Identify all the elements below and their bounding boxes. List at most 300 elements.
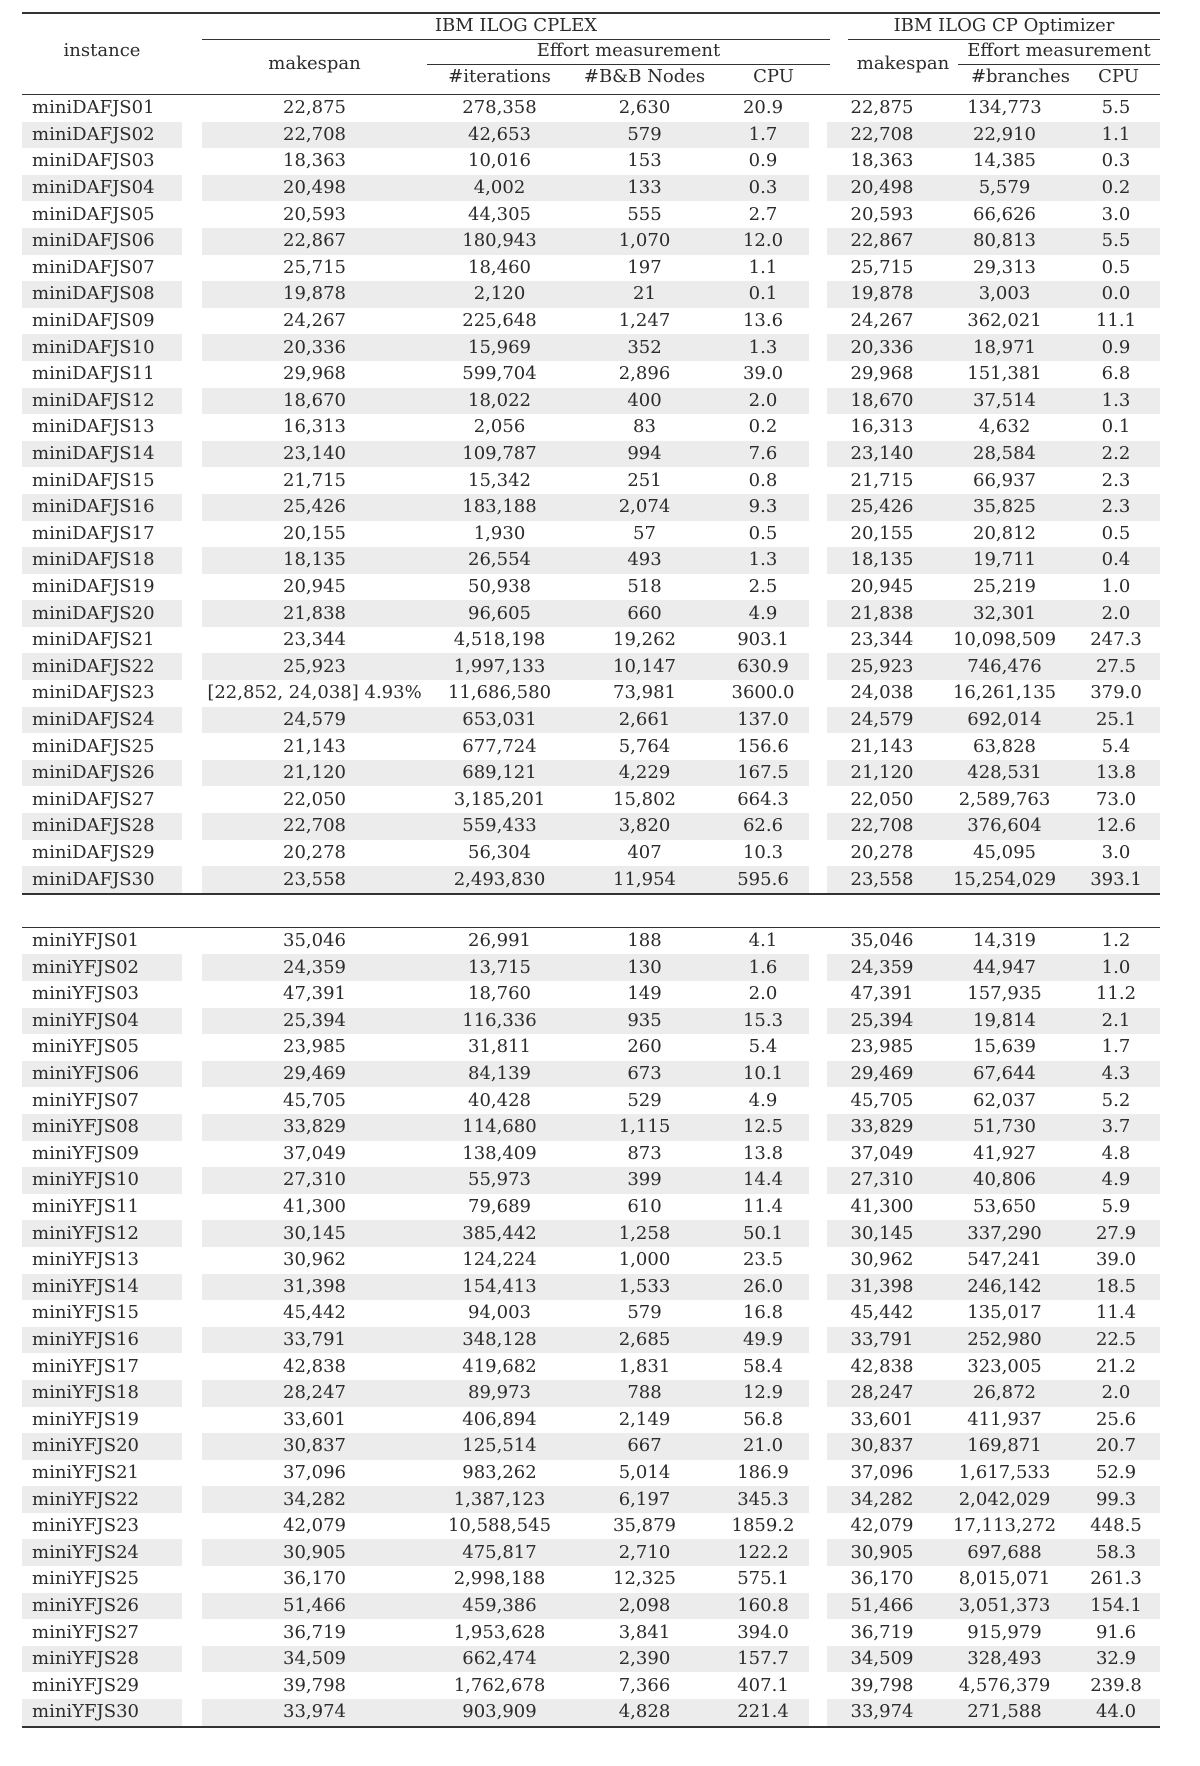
cell-bb-nodes: 1,247 bbox=[618, 310, 671, 332]
cell-instance: miniYFJS06 bbox=[22, 1061, 182, 1088]
cell-cplex-cpu: 186.9 bbox=[737, 1461, 789, 1483]
column-gap bbox=[182, 1034, 202, 1061]
cell-cplex-cpu: 26.0 bbox=[717, 1274, 809, 1301]
cell-bb-nodes: 2,685 bbox=[572, 1327, 717, 1354]
cell-cp-cpu: 91.6 bbox=[1095, 1621, 1137, 1643]
cell-cp-cpu: 2.0 bbox=[1072, 1380, 1160, 1407]
cell-branches: 40,806 bbox=[937, 1167, 1072, 1194]
cell-instance: miniYFJS15 bbox=[32, 1302, 139, 1324]
cell-cplex-cpu: 903.1 bbox=[737, 629, 789, 651]
column-gap bbox=[182, 1433, 202, 1460]
cell-cp-cpu: 4.8 bbox=[1101, 1142, 1131, 1164]
column-gap bbox=[809, 494, 827, 521]
table-row bbox=[22, 1087, 1160, 1114]
table-row bbox=[22, 95, 1160, 122]
column-gap bbox=[182, 866, 202, 893]
table-row bbox=[22, 148, 1160, 175]
cell-cp-cpu: 154.1 bbox=[1072, 1593, 1160, 1620]
cell-cplex-cpu: 1.7 bbox=[717, 122, 809, 149]
column-gap bbox=[809, 866, 827, 893]
cell-cp-cpu: 5.9 bbox=[1101, 1196, 1131, 1218]
column-gap bbox=[182, 1327, 202, 1354]
cell-cp-cpu: 25.1 bbox=[1072, 707, 1160, 734]
cell-branches: 246,142 bbox=[937, 1274, 1072, 1301]
cell-cp-makespan: 25,394 bbox=[827, 1008, 937, 1035]
cell-iterations: 15,342 bbox=[468, 469, 531, 491]
cell-branches: 547,241 bbox=[967, 1249, 1042, 1271]
cell-iterations: 3,185,201 bbox=[453, 788, 546, 810]
cell-cp-makespan: 25,923 bbox=[827, 653, 937, 680]
table-row bbox=[22, 927, 1160, 954]
cell-cp-makespan: 20,593 bbox=[850, 203, 914, 225]
cell-branches: 1,617,533 bbox=[958, 1461, 1051, 1483]
cell-branches: 66,626 bbox=[973, 203, 1036, 225]
column-gap bbox=[182, 1194, 202, 1221]
cell-bb-nodes: 2,630 bbox=[618, 97, 671, 119]
cell-bb-nodes: 555 bbox=[627, 203, 662, 225]
table-row bbox=[22, 653, 1160, 680]
column-gap bbox=[182, 95, 202, 122]
cell-cplex-cpu: 4.9 bbox=[748, 1089, 778, 1111]
cell-bb-nodes: 2,661 bbox=[572, 707, 717, 734]
cell-cp-makespan: 16,313 bbox=[850, 416, 914, 438]
cell-iterations: 89,973 bbox=[427, 1380, 572, 1407]
cell-iterations: 26,991 bbox=[468, 930, 531, 952]
cell-cplex-cpu: 157.7 bbox=[717, 1646, 809, 1673]
cell-cplex-cpu: 39.0 bbox=[742, 363, 784, 385]
column-gap bbox=[182, 1460, 202, 1487]
cell-bb-nodes: 4,828 bbox=[572, 1699, 717, 1727]
column-gap bbox=[182, 1087, 202, 1114]
cell-cp-cpu: 5.5 bbox=[1101, 97, 1131, 119]
cell-bb-nodes: 1,533 bbox=[572, 1274, 717, 1301]
cell-cp-makespan: 20,498 bbox=[827, 175, 937, 202]
column-gap bbox=[809, 600, 827, 627]
cell-cplex-makespan: 19,878 bbox=[202, 281, 427, 308]
cell-cp-makespan: 31,398 bbox=[827, 1274, 937, 1301]
cell-bb-nodes: 1,070 bbox=[572, 228, 717, 255]
cell-iterations: 44,305 bbox=[468, 203, 531, 225]
cell-cplex-cpu: 16.8 bbox=[742, 1302, 784, 1324]
cell-bb-nodes: 399 bbox=[572, 1167, 717, 1194]
cell-bb-nodes: 35,879 bbox=[613, 1515, 676, 1537]
cell-bb-nodes: 197 bbox=[627, 256, 662, 278]
cell-cp-cpu: 21.2 bbox=[1095, 1355, 1137, 1377]
cell-cp-cpu: 25.6 bbox=[1095, 1408, 1137, 1430]
cell-iterations: 475,817 bbox=[427, 1539, 572, 1566]
column-gap bbox=[182, 574, 202, 601]
cell-cplex-makespan: 20,593 bbox=[283, 203, 346, 225]
cell-cplex-makespan: 25,923 bbox=[202, 653, 427, 680]
cell-cplex-cpu: 50.1 bbox=[717, 1220, 809, 1247]
cell-instance: miniYFJS04 bbox=[22, 1008, 182, 1035]
cell-cplex-cpu: 122.2 bbox=[717, 1539, 809, 1566]
cell-bb-nodes: 400 bbox=[572, 388, 717, 415]
column-gap bbox=[809, 1486, 827, 1513]
cell-branches: 323,005 bbox=[967, 1355, 1042, 1377]
cell-bb-nodes: 493 bbox=[572, 547, 717, 574]
cell-branches: 41,927 bbox=[973, 1142, 1036, 1164]
cell-cp-makespan: 30,962 bbox=[850, 1249, 914, 1271]
cell-cp-makespan: 20,336 bbox=[827, 334, 937, 361]
table-row bbox=[22, 1539, 1160, 1566]
cell-instance: miniYFJS10 bbox=[22, 1167, 182, 1194]
cell-cplex-makespan: 45,705 bbox=[283, 1089, 346, 1111]
cell-instance: miniDAFJS18 bbox=[22, 547, 182, 574]
cell-bb-nodes: 1,258 bbox=[572, 1220, 717, 1247]
cell-cplex-makespan: 27,310 bbox=[202, 1167, 427, 1194]
cell-cplex-cpu: 1.3 bbox=[717, 547, 809, 574]
cell-iterations: 18,022 bbox=[427, 388, 572, 415]
cell-instance: miniYFJS12 bbox=[22, 1220, 182, 1247]
cell-cplex-makespan: 21,715 bbox=[283, 469, 346, 491]
cell-iterations: 903,909 bbox=[427, 1699, 572, 1727]
cell-branches: 134,773 bbox=[967, 97, 1042, 119]
table-row bbox=[22, 1220, 1160, 1247]
cell-cp-makespan: 27,310 bbox=[827, 1167, 937, 1194]
cell-cp-cpu: 2.3 bbox=[1101, 469, 1131, 491]
cell-bb-nodes: 5,764 bbox=[618, 735, 671, 757]
column-gap bbox=[809, 1433, 827, 1460]
cell-iterations: 55,973 bbox=[427, 1167, 572, 1194]
cell-cp-makespan: 23,558 bbox=[827, 866, 937, 893]
cell-bb-nodes: 153 bbox=[627, 150, 662, 172]
cell-bb-nodes: 2,149 bbox=[618, 1408, 671, 1430]
cell-cp-makespan: 42,838 bbox=[850, 1355, 914, 1377]
column-gap bbox=[182, 840, 202, 867]
cell-cp-cpu: 0.3 bbox=[1101, 150, 1131, 172]
column-gap bbox=[809, 1327, 827, 1354]
cell-branches: 19,814 bbox=[937, 1008, 1072, 1035]
cell-bb-nodes: 2,710 bbox=[572, 1539, 717, 1566]
cell-branches: 17,113,272 bbox=[952, 1515, 1057, 1537]
cell-cplex-makespan: 22,867 bbox=[202, 228, 427, 255]
cell-instance: miniDAFJS12 bbox=[22, 388, 182, 415]
column-gap bbox=[182, 441, 202, 468]
cell-instance: miniDAFJS06 bbox=[22, 228, 182, 255]
cell-cplex-makespan: 18,135 bbox=[202, 547, 427, 574]
cell-cp-makespan: 22,708 bbox=[827, 122, 937, 149]
cell-bb-nodes: 579 bbox=[627, 1302, 662, 1324]
cell-cp-makespan: 45,442 bbox=[850, 1302, 914, 1324]
cell-instance: miniDAFJS22 bbox=[22, 653, 182, 680]
cell-iterations: 2,120 bbox=[427, 281, 572, 308]
column-gap bbox=[809, 1619, 827, 1646]
table-row bbox=[22, 733, 1160, 760]
cell-cp-makespan: 34,509 bbox=[827, 1646, 937, 1673]
cell-iterations: 677,724 bbox=[462, 735, 537, 757]
cell-cplex-makespan: 25,426 bbox=[202, 494, 427, 521]
cell-branches: 16,261,135 bbox=[952, 682, 1057, 704]
cell-bb-nodes: 994 bbox=[572, 441, 717, 468]
cell-cp-cpu: 379.0 bbox=[1090, 682, 1142, 704]
cell-cplex-makespan: 30,905 bbox=[202, 1539, 427, 1566]
cell-cp-cpu: 1.3 bbox=[1072, 388, 1160, 415]
cell-iterations: 42,653 bbox=[427, 122, 572, 149]
table-row bbox=[22, 122, 1160, 149]
cell-cplex-makespan: 20,498 bbox=[202, 175, 427, 202]
column-gap bbox=[809, 574, 827, 601]
cell-cp-makespan: 18,363 bbox=[850, 150, 914, 172]
column-gap bbox=[182, 1486, 202, 1513]
cell-cp-makespan: 34,282 bbox=[827, 1486, 937, 1513]
header-bb-nodes: #B&B Nodes bbox=[583, 66, 706, 87]
cell-cplex-cpu: 664.3 bbox=[737, 788, 789, 810]
table-row bbox=[22, 1513, 1160, 1540]
header-cp-cpu: CPU bbox=[1098, 66, 1139, 87]
table-row bbox=[22, 1061, 1160, 1088]
cell-cp-makespan: 33,791 bbox=[827, 1327, 937, 1354]
cell-bb-nodes: 1,000 bbox=[618, 1249, 671, 1271]
table-row bbox=[22, 175, 1160, 202]
cell-cplex-cpu: 14.4 bbox=[717, 1167, 809, 1194]
column-gap bbox=[182, 1220, 202, 1247]
column-gap bbox=[809, 1593, 827, 1620]
column-gap bbox=[809, 414, 827, 441]
cell-cp-makespan: 33,974 bbox=[827, 1699, 937, 1727]
cell-cplex-makespan: 22,708 bbox=[202, 813, 427, 840]
column-gap bbox=[182, 653, 202, 680]
cell-cp-makespan: 33,829 bbox=[827, 1114, 937, 1141]
cell-cp-makespan: 30,837 bbox=[827, 1433, 937, 1460]
cell-instance: miniDAFJS11 bbox=[32, 363, 155, 385]
cell-cplex-cpu: 58.4 bbox=[742, 1355, 784, 1377]
cell-iterations: 2,493,830 bbox=[427, 866, 572, 893]
column-gap bbox=[182, 1008, 202, 1035]
cell-cplex-makespan: 45,442 bbox=[283, 1302, 346, 1324]
cell-branches: 66,937 bbox=[973, 469, 1036, 491]
cell-cp-cpu: 2.2 bbox=[1072, 441, 1160, 468]
cell-instance: miniYFJS02 bbox=[22, 954, 182, 981]
cell-branches: 376,604 bbox=[937, 813, 1072, 840]
cell-bb-nodes: 73,981 bbox=[613, 682, 676, 704]
cell-iterations: 983,262 bbox=[462, 1461, 537, 1483]
column-gap bbox=[809, 1513, 827, 1540]
cell-cp-makespan: 19,878 bbox=[827, 281, 937, 308]
cell-cplex-cpu: 10.1 bbox=[717, 1061, 809, 1088]
cell-cp-cpu: 20.7 bbox=[1072, 1433, 1160, 1460]
cell-cplex-makespan: 33,601 bbox=[283, 1408, 346, 1430]
cell-cplex-cpu: 1.6 bbox=[717, 954, 809, 981]
table-row bbox=[22, 467, 1160, 494]
cell-branches: 28,584 bbox=[937, 441, 1072, 468]
cell-cplex-makespan: 39,798 bbox=[283, 1674, 346, 1696]
column-gap bbox=[809, 760, 827, 787]
column-gap bbox=[809, 680, 827, 707]
cell-cplex-cpu: 0.9 bbox=[748, 150, 778, 172]
cell-cp-cpu: 6.8 bbox=[1101, 363, 1131, 385]
cell-cplex-cpu: 595.6 bbox=[717, 866, 809, 893]
cell-instance: miniYFJS23 bbox=[32, 1515, 139, 1537]
cell-bb-nodes: 352 bbox=[572, 334, 717, 361]
cell-instance: miniYFJS28 bbox=[22, 1646, 182, 1673]
cell-branches: 692,014 bbox=[937, 707, 1072, 734]
cell-cplex-makespan: 18,363 bbox=[283, 150, 346, 172]
column-gap bbox=[182, 281, 202, 308]
cell-cp-makespan: 37,049 bbox=[850, 1142, 914, 1164]
column-gap bbox=[809, 467, 827, 494]
column-gap bbox=[182, 494, 202, 521]
yfjs-section bbox=[22, 927, 1160, 1728]
cell-iterations: 15,969 bbox=[427, 334, 572, 361]
cell-iterations: 419,682 bbox=[462, 1355, 537, 1377]
table-row bbox=[22, 1672, 1160, 1699]
cell-cplex-makespan: 30,962 bbox=[283, 1249, 346, 1271]
cell-cp-cpu: 12.6 bbox=[1072, 813, 1160, 840]
cell-cplex-cpu: 12.5 bbox=[717, 1114, 809, 1141]
column-gap bbox=[809, 786, 827, 813]
cell-branches: 2,042,029 bbox=[937, 1486, 1072, 1513]
table-row bbox=[22, 1274, 1160, 1301]
cell-cp-makespan: 21,838 bbox=[827, 600, 937, 627]
cell-cplex-makespan: 18,670 bbox=[202, 388, 427, 415]
cell-cplex-cpu: 167.5 bbox=[717, 760, 809, 787]
cell-branches: 328,493 bbox=[937, 1646, 1072, 1673]
cell-cplex-cpu: 575.1 bbox=[737, 1568, 789, 1590]
cell-cp-makespan: 41,300 bbox=[850, 1196, 914, 1218]
cell-iterations: 1,930 bbox=[473, 522, 526, 544]
cell-iterations: 84,139 bbox=[427, 1061, 572, 1088]
cell-cplex-makespan: 29,968 bbox=[283, 363, 346, 385]
table-header bbox=[22, 12, 1160, 95]
cell-iterations: 4,518,198 bbox=[453, 629, 546, 651]
cell-cplex-cpu: 221.4 bbox=[717, 1699, 809, 1727]
cell-cplex-makespan: 24,267 bbox=[283, 310, 346, 332]
cell-cplex-makespan: 34,282 bbox=[202, 1486, 427, 1513]
cell-branches: 45,095 bbox=[973, 841, 1036, 863]
column-gap bbox=[809, 122, 827, 149]
cell-iterations: 662,474 bbox=[427, 1646, 572, 1673]
column-gap bbox=[182, 1539, 202, 1566]
cell-instance: miniYFJS30 bbox=[22, 1699, 182, 1727]
cell-iterations: 183,188 bbox=[427, 494, 572, 521]
column-gap bbox=[809, 954, 827, 981]
cell-cplex-cpu: 3600.0 bbox=[731, 682, 795, 704]
table-row bbox=[22, 1566, 1160, 1593]
cell-cplex-makespan: 33,974 bbox=[202, 1699, 427, 1727]
cell-cplex-cpu: 1859.2 bbox=[731, 1515, 795, 1537]
cell-branches: 746,476 bbox=[937, 653, 1072, 680]
cell-cplex-cpu: 21.0 bbox=[717, 1433, 809, 1460]
column-gap bbox=[809, 627, 827, 654]
cell-iterations: 114,680 bbox=[427, 1114, 572, 1141]
cell-cp-cpu: 2.1 bbox=[1072, 1008, 1160, 1035]
column-gap bbox=[182, 1566, 202, 1593]
column-gap bbox=[809, 521, 827, 548]
column-gap bbox=[809, 927, 827, 954]
cell-cplex-makespan: 21,120 bbox=[202, 760, 427, 787]
column-gap bbox=[809, 733, 827, 760]
column-gap bbox=[182, 1114, 202, 1141]
cell-cplex-makespan: 23,558 bbox=[202, 866, 427, 893]
table-row bbox=[22, 494, 1160, 521]
cell-instance: miniDAFJS28 bbox=[22, 813, 182, 840]
cell-bb-nodes: 12,325 bbox=[613, 1568, 676, 1590]
cell-cplex-cpu: 11.4 bbox=[742, 1196, 784, 1218]
cell-instance: miniYFJS03 bbox=[32, 983, 139, 1005]
column-gap bbox=[809, 1141, 827, 1168]
cell-iterations: 125,514 bbox=[427, 1433, 572, 1460]
cell-cplex-makespan: 37,049 bbox=[283, 1142, 346, 1164]
cell-instance: miniDAFJS29 bbox=[32, 841, 155, 863]
cell-iterations: 154,413 bbox=[427, 1274, 572, 1301]
column-gap bbox=[809, 201, 827, 228]
cell-cplex-cpu: 4.1 bbox=[748, 930, 778, 952]
cell-cplex-makespan: [22,852, 24,038] 4.93% bbox=[207, 682, 422, 704]
cell-cplex-cpu: 4.9 bbox=[717, 600, 809, 627]
table-row bbox=[22, 441, 1160, 468]
column-gap bbox=[182, 680, 202, 707]
cell-cplex-cpu: 10.3 bbox=[742, 841, 784, 863]
cell-bb-nodes: 579 bbox=[572, 122, 717, 149]
cell-cp-makespan: 30,905 bbox=[827, 1539, 937, 1566]
cell-bb-nodes: 407 bbox=[627, 841, 662, 863]
cell-bb-nodes: 4,229 bbox=[572, 760, 717, 787]
cell-instance: miniDAFJS04 bbox=[22, 175, 182, 202]
header-cp-makespan: makespan bbox=[856, 53, 950, 74]
column-gap bbox=[182, 521, 202, 548]
cell-iterations: 18,760 bbox=[468, 983, 531, 1005]
cell-instance: miniYFJS11 bbox=[32, 1196, 139, 1218]
header-branches: #branches bbox=[970, 66, 1071, 87]
cell-cp-makespan: 24,267 bbox=[850, 310, 914, 332]
cell-instance: miniDAFJS05 bbox=[32, 203, 155, 225]
cell-cplex-makespan: 24,579 bbox=[202, 707, 427, 734]
cell-cp-cpu: 5.2 bbox=[1101, 1089, 1131, 1111]
cell-iterations: 4,002 bbox=[427, 175, 572, 202]
column-gap bbox=[182, 627, 202, 654]
cell-bb-nodes: 2,896 bbox=[618, 363, 671, 385]
cell-cplex-cpu: 12.9 bbox=[717, 1380, 809, 1407]
table-row bbox=[22, 1167, 1160, 1194]
cell-instance: miniYFJS09 bbox=[32, 1142, 139, 1164]
cell-bb-nodes: 15,802 bbox=[613, 788, 676, 810]
column-gap bbox=[809, 1247, 827, 1274]
cell-cplex-cpu: 13.6 bbox=[742, 310, 784, 332]
table-row bbox=[22, 707, 1160, 734]
cell-cp-cpu: 393.1 bbox=[1072, 866, 1160, 893]
cell-cplex-cpu: 9.3 bbox=[717, 494, 809, 521]
cell-cp-makespan: 24,038 bbox=[850, 682, 914, 704]
table-row bbox=[22, 1407, 1160, 1434]
cell-cp-makespan: 18,670 bbox=[827, 388, 937, 415]
cell-bb-nodes: 133 bbox=[572, 175, 717, 202]
column-gap bbox=[809, 1460, 827, 1487]
cell-cp-cpu: 44.0 bbox=[1072, 1699, 1160, 1727]
table-row bbox=[22, 361, 1160, 388]
cell-cp-makespan: 24,359 bbox=[827, 954, 937, 981]
cell-branches: 63,828 bbox=[973, 735, 1036, 757]
column-gap bbox=[182, 981, 202, 1008]
cell-instance: miniDAFJS15 bbox=[32, 469, 155, 491]
column-gap bbox=[182, 255, 202, 282]
cell-cplex-makespan: 23,140 bbox=[202, 441, 427, 468]
column-gap bbox=[809, 1539, 827, 1566]
column-gap bbox=[809, 981, 827, 1008]
cell-cplex-makespan: 20,336 bbox=[202, 334, 427, 361]
cell-bb-nodes: 673 bbox=[572, 1061, 717, 1088]
cell-branches: 252,980 bbox=[937, 1327, 1072, 1354]
cell-cplex-cpu: 20.9 bbox=[742, 97, 784, 119]
cell-cplex-cpu: 0.1 bbox=[717, 281, 809, 308]
cell-cp-cpu: 18.5 bbox=[1072, 1274, 1160, 1301]
cell-iterations: 10,016 bbox=[468, 150, 531, 172]
table-row bbox=[22, 1619, 1160, 1646]
cell-cplex-makespan: 25,394 bbox=[202, 1008, 427, 1035]
cell-bb-nodes: 788 bbox=[572, 1380, 717, 1407]
cell-cp-makespan: 23,140 bbox=[827, 441, 937, 468]
cell-cplex-cpu: 12.0 bbox=[717, 228, 809, 255]
